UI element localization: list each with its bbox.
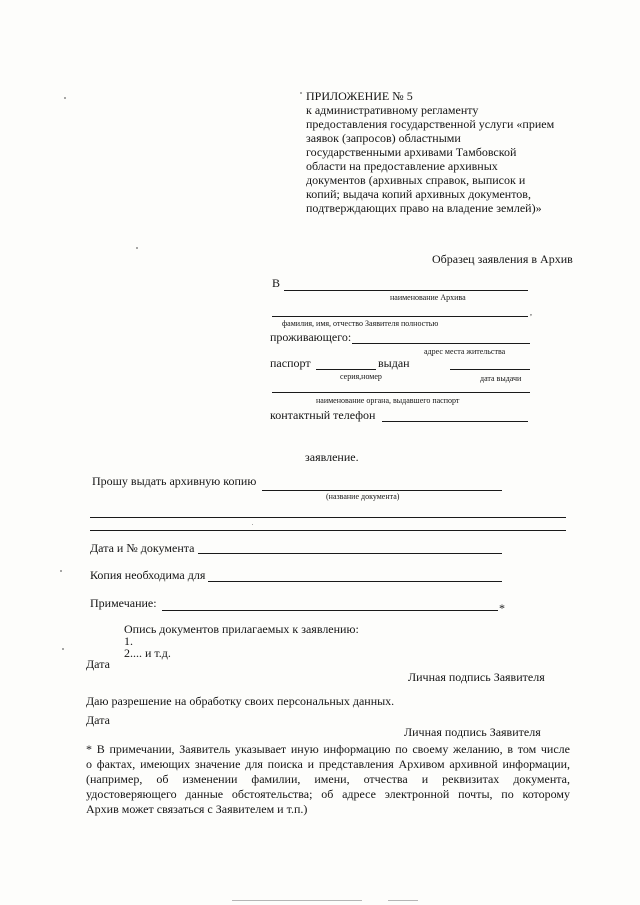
issue-date-caption: дата выдачи [480, 374, 522, 383]
date-label-2: Дата [86, 713, 110, 727]
appendix-header [306, 89, 606, 215]
scan-speck [252, 524, 253, 525]
inventory-item: 1. [124, 634, 133, 648]
date-number-line[interactable] [198, 553, 502, 554]
appendix-line: копий; выдача копий архивных документов, [306, 187, 531, 201]
appendix-line: предоставления государственной услуги «прием [306, 117, 555, 131]
name-caption: фамилия, имя, отчество Заявителя полностью [282, 319, 439, 328]
residing-label: проживающего: [270, 330, 352, 344]
note-line[interactable] [162, 610, 498, 611]
archive-caption: наименование Архива [390, 293, 466, 302]
date-number-label: Дата и № документа [90, 541, 195, 555]
note-label: Примечание: [90, 596, 157, 610]
statement-title: заявление. [305, 450, 359, 464]
scan-speck [136, 247, 138, 249]
scan-speck [64, 97, 66, 99]
document-name-line[interactable] [262, 490, 502, 491]
document-name-line-3[interactable] [90, 530, 566, 531]
passport-label: паспорт [270, 356, 311, 370]
appendix-line: к административному регламенту [306, 103, 479, 117]
document-caption: (название документа) [326, 492, 400, 501]
date-label-1: Дата [86, 657, 110, 671]
appendix-title: ПРИЛОЖЕНИЕ № 5 [306, 89, 413, 103]
note-asterisk: * [499, 601, 505, 615]
appendix-line: документов (архивных справок, выписок и [306, 173, 526, 187]
to-prefix: В [272, 276, 281, 290]
comma-mark: , [530, 308, 532, 317]
passport-number-line[interactable] [316, 369, 376, 370]
phone-line[interactable] [382, 421, 528, 422]
signature-label-1: Личная подпись Заявителя [408, 670, 545, 684]
scan-speck [300, 92, 302, 94]
applicant-name-line[interactable] [272, 316, 528, 317]
appendix-line: подтверждающих право на владение землей)» [306, 201, 542, 215]
copy-needed-label: Копия необходима для [90, 568, 206, 582]
inventory-item: 2.... и т.д. [124, 646, 171, 660]
document-name-line-2[interactable] [90, 517, 566, 518]
address-caption: адрес места жительства [424, 347, 506, 356]
scan-speck [60, 570, 62, 572]
issuer-caption: наименование органа, выдавшего паспорт [316, 396, 460, 405]
archive-name-line[interactable] [284, 290, 528, 291]
scan-edge-line [232, 900, 362, 901]
footnote-line: о фактах, имеющих значение для поиска и представления Архивом архивной информации, [86, 757, 570, 771]
footnote-line: удостоверяющего данные обстоятельства; об адресе электронной почты, по которому [86, 787, 570, 801]
series-caption: серия,номер [340, 372, 382, 381]
scan-speck [62, 648, 64, 650]
footnote-line: Архив может связаться с Заявителем и т.п.) [86, 802, 308, 816]
appendix-line: заявок (запросов) областными [306, 131, 461, 145]
request-label: Прошу выдать архивную копию [92, 474, 257, 488]
issued-label: выдан [378, 356, 410, 370]
consent-text: Даю разрешение на обработку своих персональных данных. [86, 694, 395, 708]
footnote-line: (например, об изменении фамилии, имени, отчества и реквизитах документа, [86, 772, 570, 786]
footnote [86, 742, 570, 817]
issue-date-line[interactable] [450, 369, 530, 370]
phone-label: контактный телефон [270, 408, 376, 422]
appendix-line: государственными архивами Тамбовской [306, 145, 517, 159]
sample-title: Образец заявления в Архив [432, 252, 573, 266]
scan-edge-line [388, 900, 418, 901]
signature-label-2: Личная подпись Заявителя [404, 725, 541, 739]
inventory-label: Опись документов прилагаемых к заявлению: [124, 622, 359, 636]
appendix-line: области на предоставление архивных [306, 159, 498, 173]
issuer-line[interactable] [272, 392, 530, 393]
address-line[interactable] [352, 343, 530, 344]
footnote-line: * В примечании, Заявитель указывает иную информацию по своему желанию, в том числе [86, 742, 570, 756]
copy-needed-line[interactable] [208, 581, 502, 582]
